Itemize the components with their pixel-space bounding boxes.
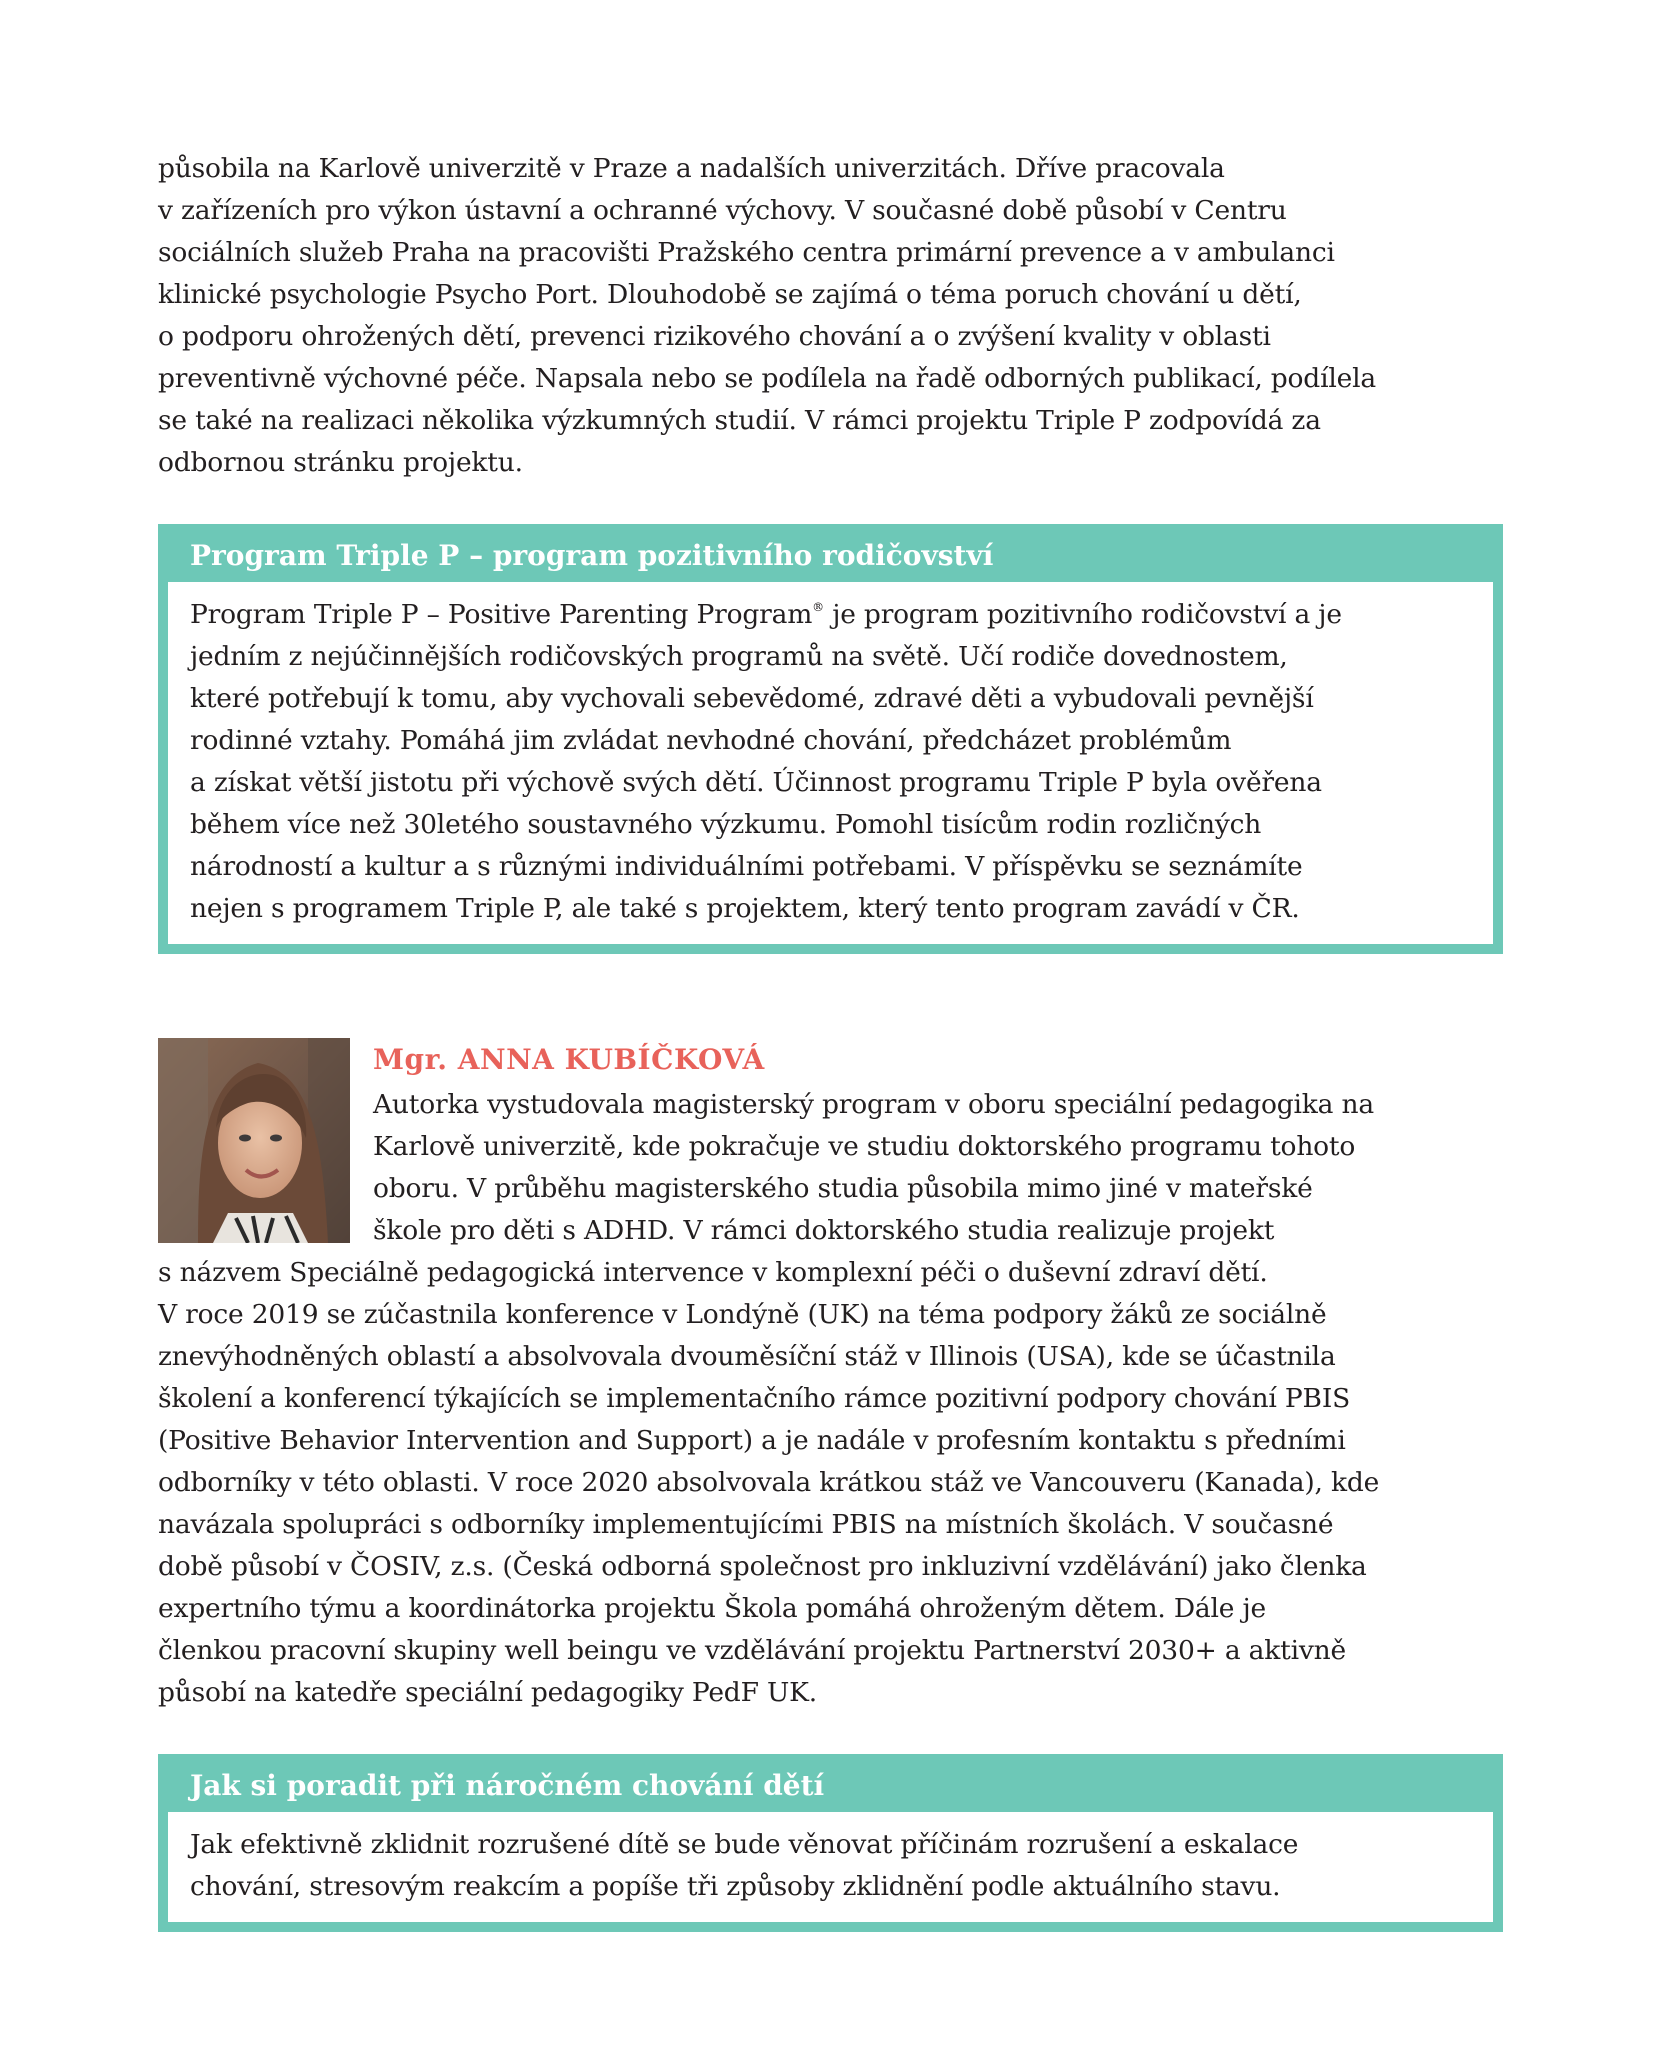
author-bio xyxy=(158,1038,1498,1714)
text-line: (Positive Behavior Intervention and Support) a je nadále v profesním kontaktu s předními xyxy=(158,1425,1346,1456)
document-page xyxy=(158,148,1498,1932)
text-line: oboru. V průběhu magisterského studia působila mimo jiné v mateřské xyxy=(373,1173,1313,1204)
text-line: preventivně výchovné péče. Napsala nebo se podílela na řadě odborných publikací, podílela xyxy=(158,363,1376,394)
text-line: působí na katedře speciální pedagogiky PedF UK. xyxy=(158,1677,817,1708)
intro-paragraph xyxy=(158,148,1498,484)
text-line: navázala spolupráci s odborníky implementujícími PBIS na místních školách. V současné xyxy=(158,1509,1334,1540)
triple-p-box xyxy=(158,524,1503,954)
text-line: Jak efektivně zklidnit rozrušené dítě se bude věnovat příčinám rozrušení a eskalace xyxy=(190,1829,1299,1860)
text-line: klinické psychologie Psycho Port. Dlouhodobě se zajímá o téma poruch chování u dětí, xyxy=(158,279,1302,310)
text-line: expertního týmu a koordinátorka projektu Škola pomáhá ohroženým dětem. Dále je xyxy=(158,1593,1266,1624)
triple-p-box-title: Program Triple P – program pozitivního rodičovství xyxy=(190,539,994,572)
behavior-box-body xyxy=(168,1812,1493,1922)
text-line: nejen s programem Triple P, ale také s projektem, který tento program zavádí v ČR. xyxy=(190,893,1300,924)
text-line: a získat větší jistotu při výchově svých dětí. Účinnost programu Triple P byla ověřena xyxy=(190,767,1322,798)
text-fragment: Program Triple P – Positive Parenting Program xyxy=(190,599,813,630)
text-line: které potřebují k tomu, aby vychovali sebevědomé, zdravé děti a vybudovali pevnější xyxy=(190,683,1314,714)
text-line: členkou pracovní skupiny well beingu ve vzdělávání projektu Partnerství 2030+ a aktivně xyxy=(158,1635,1346,1666)
registered-mark: ® xyxy=(812,600,824,614)
author-photo xyxy=(158,1038,350,1243)
text-line: Autorka vystudovala magisterský program v oboru speciální pedagogika na xyxy=(373,1089,1374,1120)
text-line: znevýhodněných oblastí a absolvovala dvouměsíční stáž v Illinois (USA), kde se účastnila xyxy=(158,1341,1336,1372)
text-line: odbornou stránku projektu. xyxy=(158,447,523,478)
author-name: Mgr. ANNA KUBÍČKOVÁ xyxy=(373,1043,765,1076)
text-line: s názvem Speciálně pedagogická intervence v komplexní péči o duševní zdraví dětí. xyxy=(158,1257,1268,1288)
text-line: národností a kultur a s různými individuálními potřebami. V příspěvku se seznámíte xyxy=(190,851,1303,882)
text-line: době působí v ČOSIV, z.s. (Česká odborná společnost pro inkluzivní vzdělávání) jako členka xyxy=(158,1551,1367,1582)
text-line: během více než 30letého soustavného výzkumu. Pomohl tisícům rodin rozličných xyxy=(190,809,1262,840)
triple-p-box-body xyxy=(168,582,1493,944)
text-line: v zařízeních pro výkon ústavní a ochranné výchovy. V současné době působí v Centru xyxy=(158,195,1287,226)
text-line: sociálních služeb Praha na pracovišti Pražského centra primární prevence a v ambulanci xyxy=(158,237,1335,268)
text-line: školení a konferencí týkajících se implementačního rámce pozitivní podpory chování PBIS xyxy=(158,1383,1351,1414)
text-line: rodinné vztahy. Pomáhá jim zvládat nevhodné chování, předcházet problémům xyxy=(190,725,1232,756)
text-line: chování, stresovým reakcím a popíše tři způsoby zklidnění podle aktuálního stavu. xyxy=(190,1871,1281,1902)
author-section xyxy=(158,1038,1498,1714)
text-fragment: je program pozitivního rodičovství a je xyxy=(823,599,1342,630)
text-line: Karlově univerzitě, kde pokračuje ve studiu doktorského programu tohoto xyxy=(373,1131,1356,1162)
behavior-box xyxy=(158,1754,1503,1932)
text-line: odborníky v této oblasti. V roce 2020 absolvovala krátkou stáž ve Vancouveru (Kanada), kde xyxy=(158,1467,1380,1498)
text-line: škole pro děti s ADHD. V rámci doktorského studia realizuje projekt xyxy=(373,1215,1275,1246)
text-line: V roce 2019 se zúčastnila konference v Londýně (UK) na téma podpory žáků ze sociálně xyxy=(158,1299,1327,1330)
behavior-box-title: Jak si poradit při náročném chování dětí xyxy=(190,1769,825,1802)
text-line: působila na Karlově univerzitě v Praze a nadalších univerzitách. Dříve pracovala xyxy=(158,153,1225,184)
text-line: se také na realizaci několika výzkumných studií. V rámci projektu Triple P zodpovídá za xyxy=(158,405,1321,436)
text-line xyxy=(190,594,1471,636)
text-line: jedním z nejúčinnějších rodičovských programů na světě. Učí rodiče dovednostem, xyxy=(190,641,1288,672)
text-line: o podporu ohrožených dětí, prevenci rizikového chování a o zvýšení kvality v oblasti xyxy=(158,321,1271,352)
